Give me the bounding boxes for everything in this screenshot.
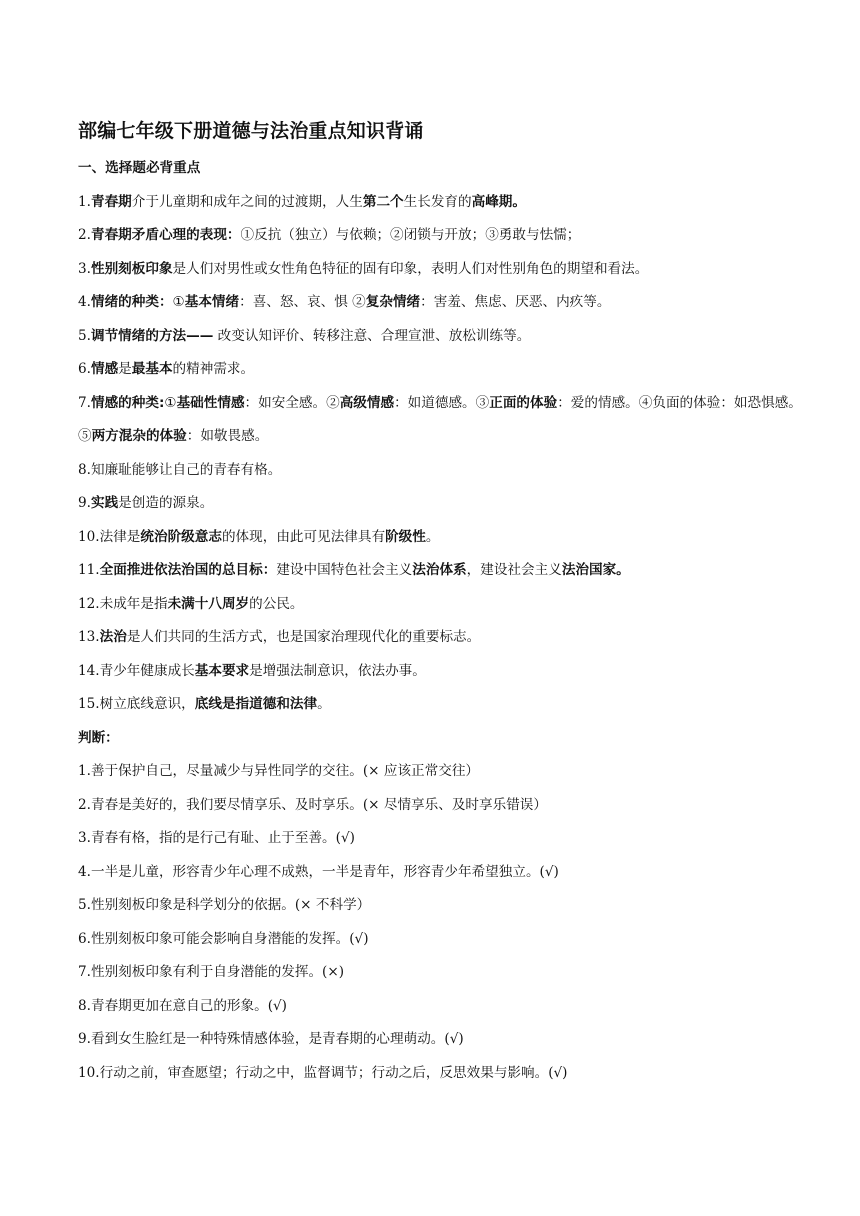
text-run: 5. [78,327,91,344]
knowledge-item [78,588,802,622]
knowledge-item [78,320,802,354]
bold-text: 最基本 [131,361,173,377]
judgment-item: 10.行动之前，审查愿望；行动之中，监督调节；行动之后，反思效果与影响。(√) [78,1064,568,1081]
judgment-item: 3.青春有格，指的是行己有耻、止于至善。(√) [78,830,355,846]
text-run: 。 [317,696,331,712]
bold-text: 情绪的种类： [90,294,173,310]
text-run: 生长发育的 [403,193,472,210]
knowledge-item [78,621,802,655]
judgment-item: 9.看到女生脸红是一种特殊情感体验，是青春期的心理萌动。(√) [78,1031,464,1047]
text-run: 的精神需求。 [172,361,255,377]
bold-text: 正面的体验 [489,394,558,411]
text-run: 是 [118,361,132,377]
bold-text: 基础性情感 [176,394,245,411]
text-run: ：害羞、焦虑、厌恶、内疚等。 [420,294,611,310]
bold-text: 法治体系 [412,562,467,578]
text-run: 建设中国特色社会主义 [276,562,413,578]
text-run: 是增强法制意识，依法办事。 [249,662,426,679]
text-run: 12.未成年是指 [78,595,168,612]
bold-text: 性别刻板印象 [90,260,173,277]
text-run: 介于儿童期和成年之间的过渡期，人生 [131,193,363,210]
section-heading-judgment: 判断： [78,729,119,746]
text-run: ：如安全感。② [244,394,340,411]
text-run: ① [172,294,185,310]
knowledge-item [78,688,802,722]
text-run: ：如敬畏感。 [186,428,269,444]
text-run: 是人们对男性或女性角色特征的固有印象，表明人们对性别角色的期望和看法。 [172,260,649,277]
bold-text: 法治国家。 [561,562,630,578]
judgment-item: 8.青春期更加在意自己的形象。(√) [78,997,287,1014]
bold-text: 未满十八周岁 [167,595,250,612]
judgment-list [78,755,802,1090]
text-run: 的公民。 [249,595,304,612]
bold-text: 高峰期。 [471,193,526,210]
bold-text: 阶级性 [385,528,426,545]
bold-text: 全面推进依法治国的总目标： [99,562,277,578]
text-run: 改变认知评价、转移注意、合理宣泄、放松训练等。 [213,327,531,344]
knowledge-item [78,286,802,320]
bold-text: 实践 [90,495,119,511]
text-run: 10.法律是 [78,528,141,545]
knowledge-item [78,487,802,521]
text-run: 4. [78,294,91,310]
knowledge-item [78,554,802,588]
bold-text: 调节情绪的方法—— [90,327,214,344]
bold-text: 法治 [99,629,127,645]
text-run: ① [164,394,177,411]
text-run: ：爱的情感。④负面的体验：如恐惧感。⑤ [78,394,802,444]
text-run: 11. [78,562,100,578]
text-run: 13. [78,629,100,645]
bold-text: 统治阶级意志 [140,528,222,545]
bold-text: 基本情绪 [184,294,240,310]
judgment-item: 5.性别刻板印象是科学划分的依据。(× 不科学） [78,897,371,913]
bold-text: 复杂情绪 [365,294,421,310]
text-run: 是创造的源泉。 [118,495,214,511]
knowledge-item [78,253,802,287]
text-run: 2. [78,227,91,243]
text-run: 。 [425,528,440,545]
judgment-item: 2.青春是美好的，我们要尽情享乐、及时享乐。(× 尽情享乐、及时享乐错误） [78,796,547,813]
bold-text: 两方混杂的体验 [91,428,187,444]
text-run: 15.树立底线意识， [78,696,195,712]
judgment-item: 6.性别刻板印象可能会影响自身潜能的发挥。(√) [78,930,369,947]
knowledge-item [78,387,802,454]
text-run: 9. [78,495,91,511]
text-run: ：喜、怒、哀、惧 ② [239,294,366,310]
knowledge-item [78,655,802,689]
bold-text: 青春期矛盾心理的表现： [90,227,241,243]
knowledge-item [78,521,802,555]
text-run: 是人们共同的生活方式，也是国家治理现代化的重要标志。 [126,629,481,645]
bold-text: 第二个 [362,193,404,210]
text-run: 6. [78,361,91,377]
text-run: 8.知廉耻能够让自己的青春有格。 [78,461,282,478]
bold-text: 底线是指道德和法律 [194,696,318,712]
text-run: 14.青少年健康成长 [78,662,195,679]
text-run: ，建设社会主义 [466,562,562,578]
text-run: ①反抗（独立）与依赖；②闭锁与开放；③勇敢与怯懦； [240,227,581,243]
bold-text: 高级情感 [339,394,395,411]
bold-text: 情感 [90,361,119,377]
judgment-item: 1.善于保护自己，尽量减少与异性同学的交往。(× 应该正常交往） [78,763,480,779]
knowledge-item [78,186,802,220]
text-run: 的体现，由此可见法律具有 [221,528,386,545]
text-run: ：如道德感。③ [394,394,490,411]
bold-text: 基本要求 [194,662,250,679]
section-heading-choice: 一、选择题必背重点 [78,160,201,176]
text-run: 3. [78,260,91,277]
text-run: 1. [78,193,91,210]
knowledge-item [78,219,802,253]
knowledge-list [78,186,802,722]
judgment-item: 4.一半是儿童，形容青少年心理不成熟，一半是青年，形容青少年希望独立。(√) [78,863,559,880]
knowledge-item [78,353,802,387]
document-body [78,152,802,1090]
text-run: 7. [78,394,91,411]
bold-text: 情感的种类: [90,394,165,411]
document-title: 部编七年级下册道德与法治重点知识背诵 [78,120,424,142]
knowledge-item [78,454,802,488]
bold-text: 青春期 [90,193,132,210]
judgment-item: 7.性别刻板印象有利于自身潜能的发挥。(×) [78,964,345,980]
